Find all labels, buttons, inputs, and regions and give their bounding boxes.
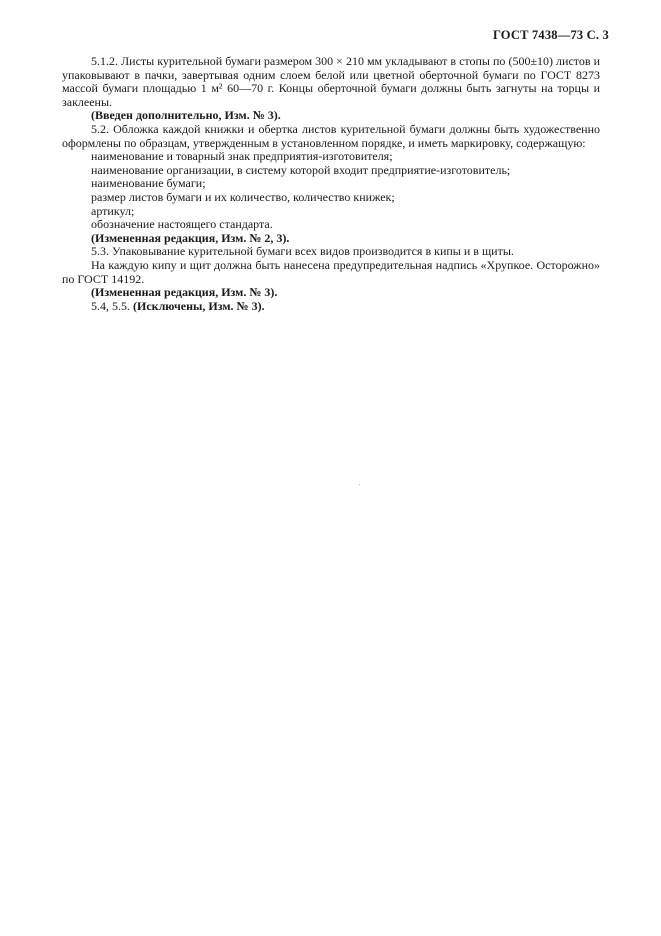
list-item: размер листов бумаги и их количество, количество книжек;	[91, 189, 395, 204]
list-item: обозначение настоящего стандарта.	[91, 217, 273, 232]
list-item: наименование организации, в систему которой входит предприятие-изготовитель;	[91, 162, 511, 177]
list-item: наименование бумаги;	[91, 176, 206, 191]
amendment-note: (Измененная редакция, Изм. № 2, 3).	[91, 230, 290, 245]
warning-paragraph: На каждую кипу и щит должна быть нанесена предупредительная надпись «Хрупкое. Осторожно» по ГОСТ 14192.	[62, 257, 600, 286]
paragraph-5-3: 5.3. Упаковывание курительной бумаги всех видов производится в кипы и в щиты.	[91, 244, 514, 259]
paragraph-5-4-5-5	[62, 300, 600, 314]
scan-speck	[359, 484, 360, 485]
marking-list	[62, 150, 600, 232]
amendment-note: (Измененная редакция, Изм. № 3).	[91, 285, 278, 300]
amendment-note: (Введен дополнительно, Изм. № 3).	[91, 108, 281, 123]
paragraph-5-2: 5.2. Обложка каждой книжки и обертка листов курительной бумаги должны быть художественно оформлены по образцам, утвержденным в установленном порядке, и иметь маркировку, содержащую:	[62, 121, 600, 150]
document-body	[62, 55, 600, 313]
clause-number: 5.4, 5.5.	[91, 298, 130, 313]
page-header: ГОСТ 7438—73 С. 3	[492, 28, 609, 42]
excluded-note: (Исключены, Изм. № 3).	[133, 298, 265, 313]
list-item: наименование и товарный знак предприятия-изготовителя;	[91, 149, 393, 164]
list-item: артикул;	[91, 203, 135, 218]
paragraph-5-1-2: 5.1.2. Листы курительной бумаги размером 300 × 210 мм укладывают в стопы по (500±10) листов и упаковывают в пачки, завертывая одним слоем белой или цветной оберточной бумаги по ГОСТ 8273 массой бумаги площадью 1 м² 60—70 г. Концы оберточной бумаги должны быть загнуты на торцы и заклеены.	[62, 54, 600, 109]
